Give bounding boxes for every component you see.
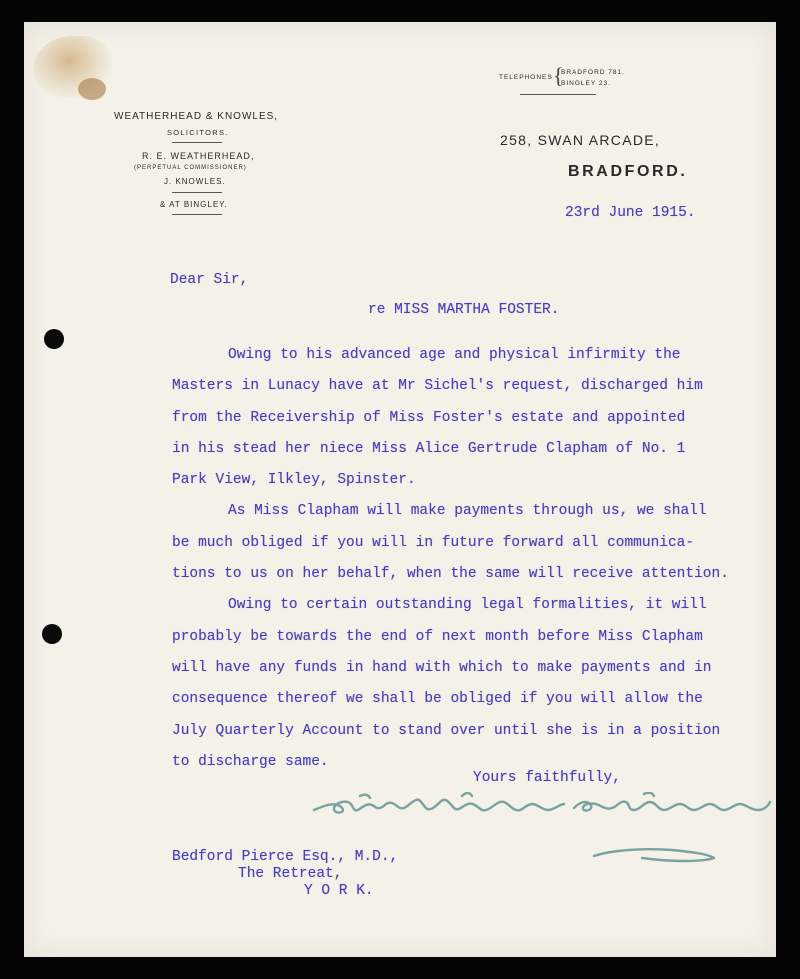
salutation: Dear Sir,	[170, 272, 249, 288]
recipient-place: The Retreat,	[238, 866, 343, 882]
closing: Yours faithfully,	[473, 770, 621, 786]
recipient-name: Bedford Pierce Esq., M.D.,	[172, 849, 399, 865]
city-name: BRADFORD.	[568, 163, 688, 180]
letterhead-divider	[172, 192, 222, 193]
letterhead-divider	[172, 142, 222, 143]
telephone-bradford: BRADFORD 781.	[561, 69, 625, 76]
branch-office: & AT BINGLEY.	[160, 200, 228, 209]
body-line: Owing to certain outstanding legal formalities, it will	[228, 597, 707, 613]
partner-1: R. E. WEATHERHEAD,	[142, 151, 255, 161]
punch-hole	[42, 624, 62, 644]
body-line: from the Receivership of Miss Foster's estate and appointed	[172, 410, 686, 426]
brace-mark: {	[553, 63, 564, 88]
firm-name: WEATHERHEAD & KNOWLES,	[114, 111, 279, 122]
punch-hole	[44, 329, 64, 349]
street-address: 258, SWAN ARCADE,	[500, 132, 661, 148]
partner-2: J. KNOWLES.	[164, 177, 226, 186]
body-line: consequence thereof we shall be obliged if you will allow the	[172, 691, 703, 707]
telephone-divider	[520, 94, 596, 95]
subject-line: re MISS MARTHA FOSTER.	[368, 302, 560, 318]
body-line: probably be towards the end of next month before Miss Clapham	[172, 629, 703, 645]
body-line: tions to us on her behalf, when the same will receive attention.	[172, 566, 729, 582]
recipient-city: Y O R K.	[304, 883, 374, 899]
body-line: be much obliged if you will in future forward all communica-	[172, 535, 695, 551]
letterhead-divider	[172, 214, 222, 215]
partner-1-title: (PERPETUAL COMMISSIONER)	[134, 165, 247, 171]
body-line: Masters in Lunacy have at Mr Sichel's request, discharged him	[172, 378, 703, 394]
letter-date: 23rd June 1915.	[565, 205, 696, 221]
body-line: Owing to his advanced age and physical infirmity the	[228, 347, 681, 363]
signature-text: Weatherhead & Knowles	[512, 804, 523, 805]
body-line: As Miss Clapham will make payments through us, we shall	[228, 503, 707, 519]
telephones-label: TELEPHONES	[499, 74, 553, 81]
stain-mark	[34, 36, 112, 98]
letter-paper	[24, 22, 776, 957]
body-line: to discharge same.	[172, 754, 329, 770]
telephone-bingley: BINGLEY 23.	[561, 80, 611, 87]
body-line: July Quarterly Account to stand over until she is in a position	[172, 723, 721, 739]
firm-role: SOLICITORS.	[167, 128, 229, 137]
body-line: Park View, Ilkley, Spinster.	[172, 472, 416, 488]
body-line: in his stead her niece Miss Alice Gertrude Clapham of No. 1	[172, 441, 686, 457]
body-line: will have any funds in hand with which to make payments and in	[172, 660, 712, 676]
